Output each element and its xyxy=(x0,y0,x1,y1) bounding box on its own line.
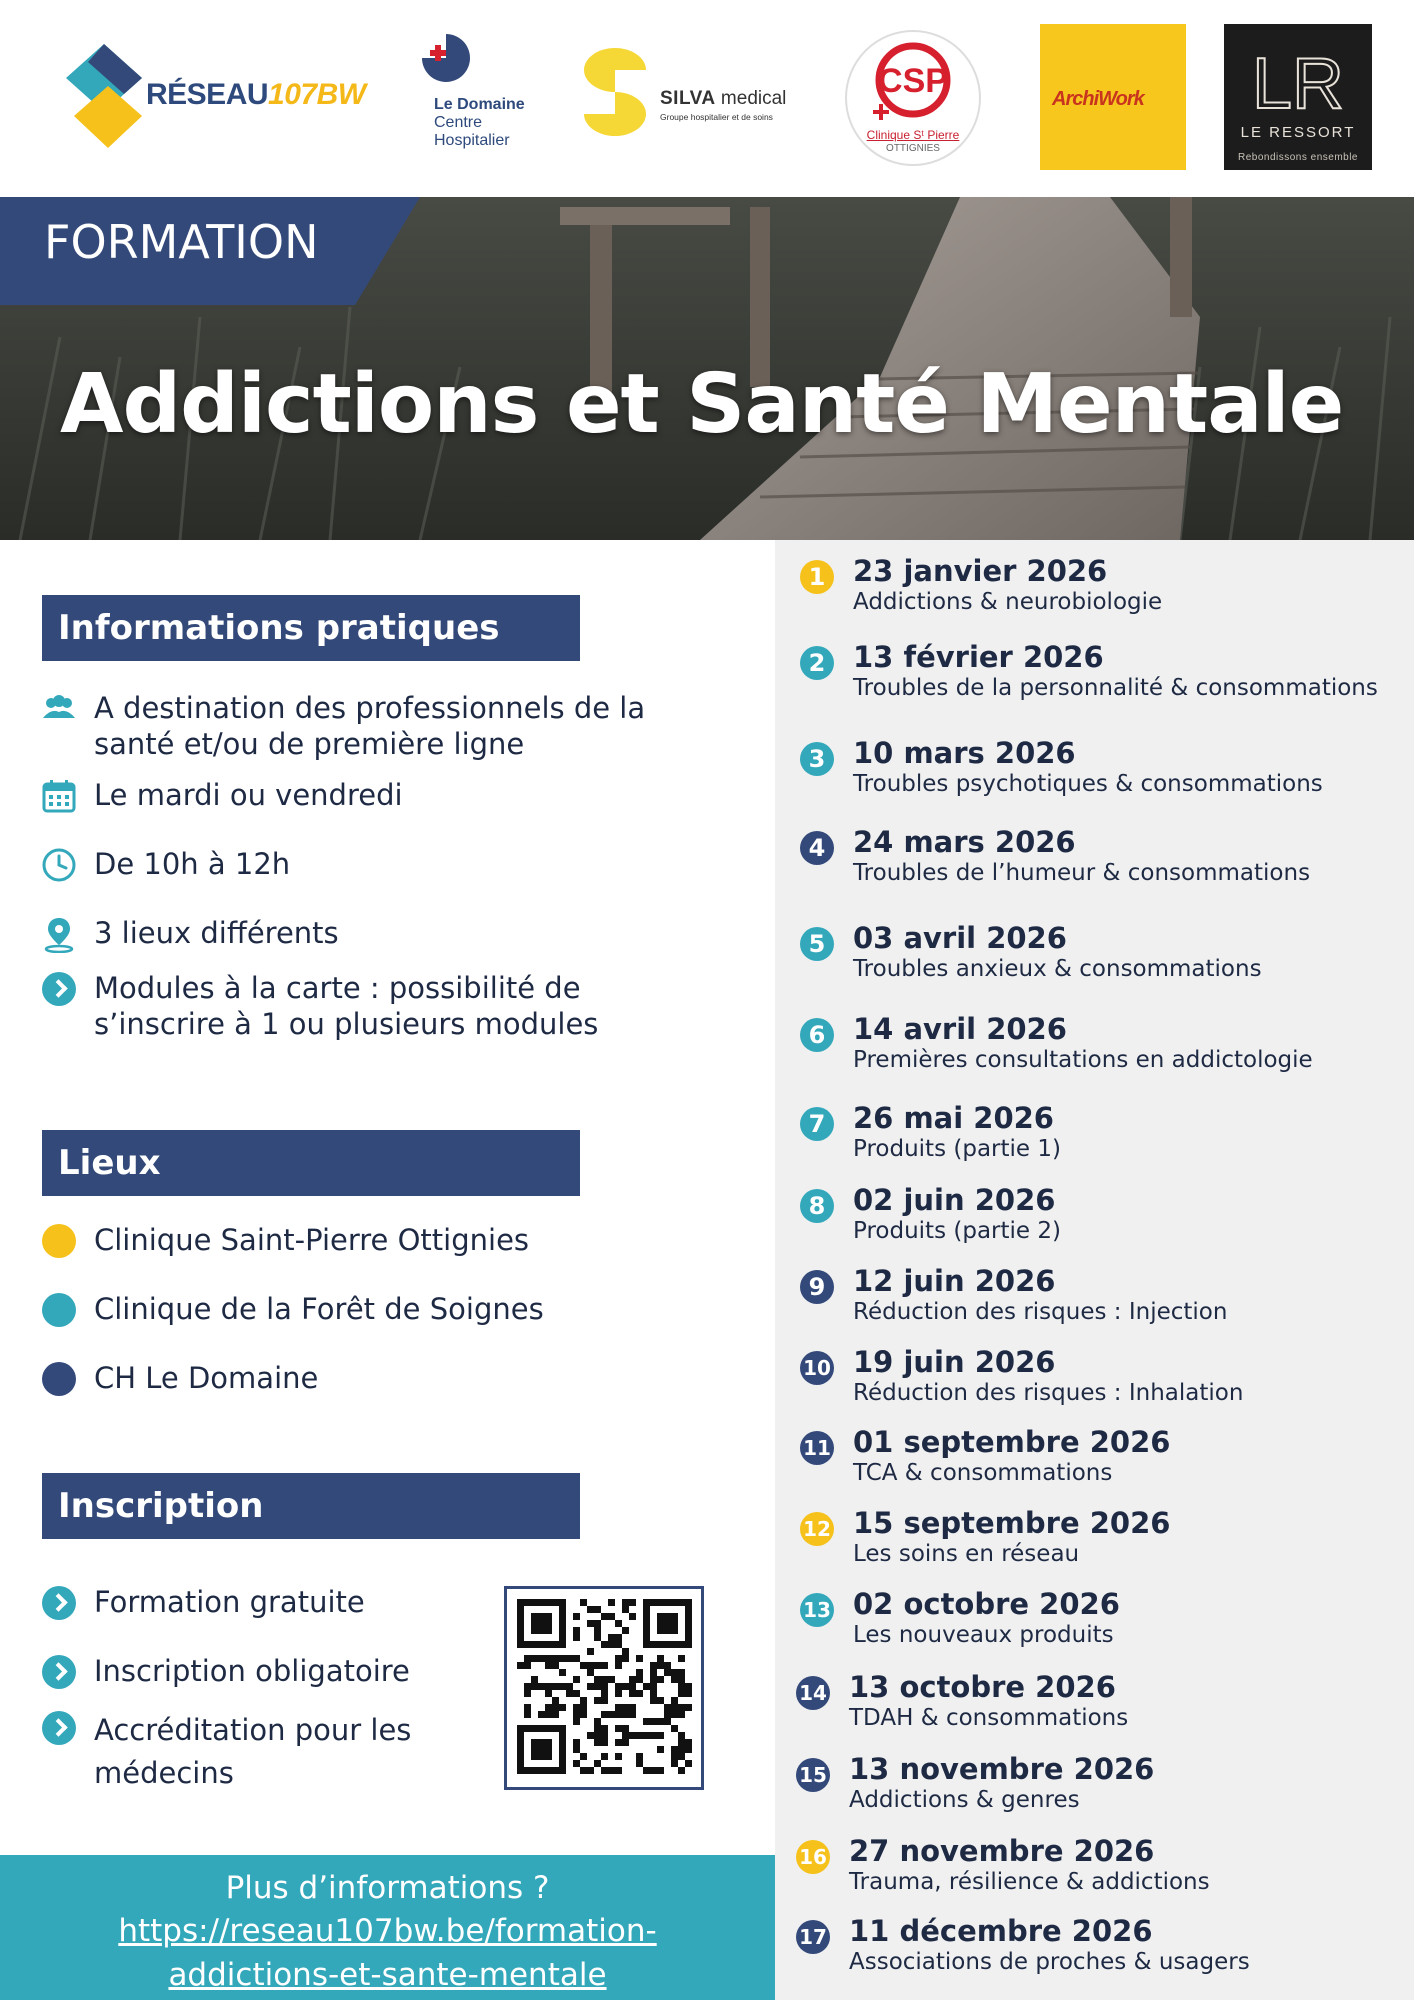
clinique-logo-text: Clinique Sᵗ Pierre OTTIGNIES xyxy=(866,128,960,154)
session-date: 11 décembre 2026 xyxy=(849,1914,1153,1948)
qr-code-pattern xyxy=(507,1589,701,1787)
info-hours xyxy=(40,846,290,884)
lieu-name: Clinique Saint-Pierre Ottignies xyxy=(94,1223,530,1257)
clock-icon xyxy=(40,846,78,884)
le-ressort-tagline: Rebondissons ensemble xyxy=(1237,152,1358,163)
session-topic: Les soins en réseau xyxy=(853,1541,1080,1567)
session-topic: Produits (partie 2) xyxy=(853,1218,1061,1244)
session-topic: Produits (partie 1) xyxy=(853,1136,1061,1162)
hero-banner xyxy=(0,197,1414,540)
session-topic: Les nouveaux produits xyxy=(853,1622,1114,1648)
chevron-right-icon xyxy=(42,1586,76,1620)
info-days xyxy=(40,777,403,815)
formation-tag: FORMATION xyxy=(44,215,319,269)
infos-header: Informations pratiques xyxy=(42,595,580,661)
location-pin-icon xyxy=(40,915,78,953)
info-audience-text: A destination des professionnels de la santé et/ou de première ligne xyxy=(94,691,646,761)
session-topic: TDAH & consommations xyxy=(849,1705,1129,1731)
session-date: 27 novembre 2026 xyxy=(849,1834,1155,1868)
session-topic: Troubles de la personnalité & consommations xyxy=(853,675,1378,701)
partner-logos xyxy=(0,0,1414,197)
reseau-puzzle-logo xyxy=(64,42,146,150)
lieu-item xyxy=(40,1360,318,1396)
session-number-badge: 5 xyxy=(800,927,834,961)
session-number-badge: 16 xyxy=(796,1840,830,1874)
session-date: 13 novembre 2026 xyxy=(849,1752,1155,1786)
lieu-item xyxy=(40,1222,529,1258)
more-info-link[interactable]: https://reseau107bw.be/formation- addictions-et-sante-mentale xyxy=(118,1913,657,1993)
session-number-badge: 1 xyxy=(800,560,834,594)
session-topic: Troubles psychotiques & consommations xyxy=(853,771,1323,797)
inscription-text: Inscription obligatoire xyxy=(94,1654,410,1688)
session-number-badge: 12 xyxy=(800,1512,834,1546)
session-number-badge: 10 xyxy=(800,1351,834,1385)
yellow-dot-icon xyxy=(42,1224,76,1258)
inscription-item xyxy=(40,1584,365,1620)
session-number-badge: 3 xyxy=(800,742,834,776)
qr-code[interactable] xyxy=(504,1586,704,1790)
session-topic: Réduction des risques : Inhalation xyxy=(853,1380,1244,1406)
session-date: 12 juin 2026 xyxy=(853,1264,1056,1298)
session-date: 24 mars 2026 xyxy=(853,825,1076,859)
more-info-footer xyxy=(0,1855,775,2000)
inscription-header: Inscription xyxy=(42,1473,580,1539)
session-date: 13 octobre 2026 xyxy=(849,1670,1116,1704)
inscription-item xyxy=(40,1653,410,1689)
people-icon xyxy=(40,690,78,728)
session-topic: Addictions & genres xyxy=(849,1787,1080,1813)
lieu-name: Clinique de la Forêt de Soignes xyxy=(94,1292,544,1326)
session-number-badge: 6 xyxy=(800,1018,834,1052)
session-number-badge: 14 xyxy=(796,1676,830,1710)
session-date: 10 mars 2026 xyxy=(853,736,1076,770)
session-date: 26 mai 2026 xyxy=(853,1101,1054,1135)
session-topic: Trauma, résilience & addictions xyxy=(849,1869,1210,1895)
navy-dot-icon xyxy=(42,1362,76,1396)
chevron-right-icon xyxy=(42,972,76,1006)
teal-dot-icon xyxy=(42,1293,76,1327)
session-topic: TCA & consommations xyxy=(853,1460,1113,1486)
lieu-name: CH Le Domaine xyxy=(94,1361,319,1395)
session-date: 15 septembre 2026 xyxy=(853,1506,1171,1540)
info-places-text: 3 lieux différents xyxy=(94,916,339,950)
page-title: Addictions et Santé Mentale xyxy=(60,357,1344,452)
domaine-logo-text: Le Domaine Centre Hospitalier xyxy=(434,96,525,149)
silva-logo-text: SILVA medical Groupe hospitalier et de soins xyxy=(660,88,787,122)
info-places xyxy=(40,915,339,953)
chevron-right-icon xyxy=(42,1655,76,1689)
chevron-right-icon xyxy=(42,1711,76,1745)
session-topic: Associations de proches & usagers xyxy=(849,1949,1250,1975)
session-topic: Réduction des risques : Injection xyxy=(853,1299,1228,1325)
reseau-logo-text: RÉSEAU107BW xyxy=(146,78,366,111)
info-audience xyxy=(40,690,654,762)
session-number-badge: 17 xyxy=(796,1920,830,1954)
session-topic: Troubles de l’humeur & consommations xyxy=(853,860,1311,886)
more-info-question: Plus d’informations ? xyxy=(225,1870,550,1906)
session-number-badge: 11 xyxy=(800,1431,834,1465)
silva-s-logo xyxy=(582,46,648,138)
info-modules xyxy=(40,970,634,1042)
lieux-header: Lieux xyxy=(42,1130,580,1196)
inscription-text: Formation gratuite xyxy=(94,1585,365,1619)
info-modules-text: Modules à la carte : possibilité de s’inscrire à 1 ou plusieurs modules xyxy=(94,971,599,1041)
session-number-badge: 2 xyxy=(800,646,834,680)
calendar-icon xyxy=(40,777,78,815)
le-ressort-name: LE RESSORT xyxy=(1240,124,1356,141)
session-topic: Premières consultations en addictologie xyxy=(853,1047,1313,1073)
svg-text:CSP: CSP xyxy=(878,62,948,100)
session-number-badge: 8 xyxy=(800,1189,834,1223)
session-date: 03 avril 2026 xyxy=(853,921,1067,955)
lieu-item xyxy=(40,1291,544,1327)
session-topic: Addictions & neurobiologie xyxy=(853,589,1163,615)
session-number-badge: 4 xyxy=(800,831,834,865)
session-date: 02 juin 2026 xyxy=(853,1183,1056,1217)
schedule-list xyxy=(775,540,1414,2000)
session-date: 19 juin 2026 xyxy=(853,1345,1056,1379)
inscription-text: Accréditation pour les médecins xyxy=(94,1713,412,1790)
session-date: 13 février 2026 xyxy=(853,640,1104,674)
le-ressort-monogram xyxy=(1250,40,1346,120)
session-date: 14 avril 2026 xyxy=(853,1012,1067,1046)
archiwork-logo-text: ArchiWork xyxy=(1052,88,1144,110)
info-hours-text: De 10h à 12h xyxy=(94,847,291,881)
domaine-cross-logo xyxy=(420,30,472,86)
session-date: 01 septembre 2026 xyxy=(853,1425,1171,1459)
session-number-badge: 13 xyxy=(800,1593,834,1627)
session-number-badge: 9 xyxy=(800,1270,834,1304)
info-days-text: Le mardi ou vendredi xyxy=(94,778,403,812)
session-topic: Troubles anxieux & consommations xyxy=(853,956,1262,982)
session-number-badge: 15 xyxy=(796,1758,830,1792)
session-date: 23 janvier 2026 xyxy=(853,554,1108,588)
session-number-badge: 7 xyxy=(800,1107,834,1141)
svg-text:LR: LR xyxy=(1251,44,1345,120)
inscription-item xyxy=(40,1709,424,1795)
session-date: 02 octobre 2026 xyxy=(853,1587,1120,1621)
